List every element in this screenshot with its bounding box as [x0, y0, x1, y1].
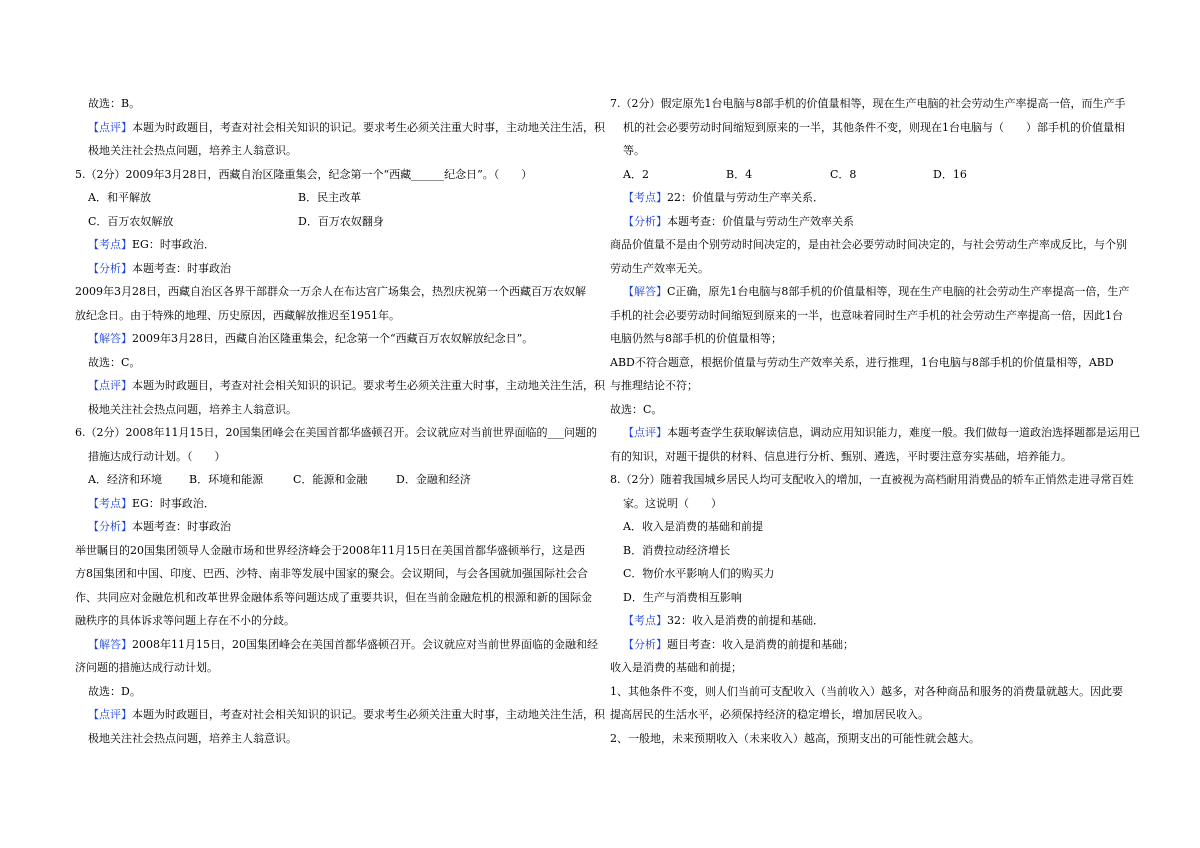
kaodian-text: EG：时事政治．	[132, 238, 215, 251]
fenxi-line	[610, 633, 1140, 657]
question-5-options-row2	[75, 210, 595, 234]
question-7-stem: 7.（2分）假定原先1台电脑与8部手机的价值量相等，现在生产电脑的社会劳动生产率提高一倍，而生产手	[610, 97, 1126, 110]
analysis-line: 2、一般地，未来预期收入（未来收入）越高，预期支出的可能性就会越大。	[610, 731, 980, 745]
jieda-line: ABD不符合题意，根据价值量与劳动生产效率关系，进行推理，1台电脑与8部手机的价值量相等，ABD	[610, 355, 1114, 369]
option-a: A．2	[623, 167, 649, 181]
kaodian-line	[75, 492, 595, 516]
option-c: C．物价水平影响人们的购买力	[623, 567, 775, 580]
question-7-stem-cont: 机的社会必要劳动时间缩短到原来的一半，其他条件不变，则现在1台电脑与（ ）部手机的价值量相	[623, 120, 1125, 134]
option-b: B．环境和能源	[189, 473, 264, 486]
comment-text: 本题为时政题目，考查对社会相关知识的识记。要求考生必须关注重大时事，主动地关注生活，积	[132, 379, 605, 392]
analysis-line: 2009年3月28日，西藏自治区各界干部群众一万余人在布达宫广场集会，热烈庆祝第一个西藏百万农奴解	[75, 285, 586, 298]
fenxi-text: 本题考查：时事政治	[132, 261, 231, 275]
analysis-line: 作、共同应对金融危机和改革世界金融体系等问题达成了重要共识，但在当前金融危机的根源和新的国际金	[75, 590, 592, 604]
kaodian-text: EG：时事政治．	[132, 496, 215, 510]
comment-tag: 【点评】	[88, 708, 132, 721]
fenxi-tag: 【分析】	[623, 214, 667, 228]
analysis-line: 收入是消费的基础和前提；	[610, 661, 742, 674]
fenxi-line	[75, 515, 595, 539]
option-a: A．经济和环境	[88, 473, 162, 486]
kaodian-text: 32：收入是消费的前提和基础．	[667, 614, 824, 627]
jieda-text: 2009年3月28日，西藏自治区隆重集会，纪念第一个“西藏百万农奴解放纪念日”。	[132, 332, 534, 345]
comment-tag: 【点评】	[88, 120, 132, 134]
jieda-tag: 【解答】	[88, 332, 132, 345]
analysis-line: 举世瞩目的20国集团领导人金融市场和世界经济峰会于2008年11月15日在美国首都华盛顿举行，这是西	[75, 543, 585, 557]
left-column	[75, 92, 605, 750]
option-c: C．百万农奴解放	[88, 214, 174, 228]
comment-tag: 【点评】	[88, 379, 132, 392]
jieda-tag: 【解答】	[623, 285, 667, 298]
fenxi-text: 本题考查：时事政治	[132, 520, 231, 533]
option-a: A．收入是消费的基础和前提	[623, 520, 763, 533]
comment-line	[75, 703, 605, 727]
jieda-line: 手机的社会必要劳动时间缩短到原来的一半，也意味着同时生产手机的社会劳动生产率提高一倍，因此1台	[610, 308, 1123, 322]
comment-line	[610, 421, 1140, 445]
comment-tag: 【点评】	[623, 426, 667, 439]
comment-line: 极地关注社会热点问题，培养主人翁意识。	[88, 402, 297, 416]
option-b: B．民主改革	[298, 191, 362, 204]
comment-line	[75, 374, 605, 398]
comment-line: 极地关注社会热点问题，培养主人翁意识。	[88, 731, 297, 745]
option-b: B．消费拉动经济增长	[623, 543, 731, 557]
analysis-line: 提高居民的生活水平，必须保持经济的稳定增长，增加居民收入。	[610, 708, 929, 721]
comment-text: 本题为时政题目，考查对社会相关知识的识记。要求考生必须关注重大时事，主动地关注生活，积	[132, 120, 605, 134]
question-6-options	[75, 468, 595, 492]
kaodian-line	[610, 186, 1140, 210]
question-5-options-row1	[75, 186, 595, 210]
option-b: B．4	[726, 167, 753, 181]
jieda-line	[610, 280, 1140, 304]
question-6-stem: 6.（2分）2008年11月15日，20国集团峰会在美国首都华盛顿召开。会议就应对当前世界面临的___问题的	[75, 426, 597, 439]
question-8-stem: 8.（2分）随着我国城乡居民人均可支配收入的增加，一直被视为高档耐用消费品的轿车正悄然走进寻常百姓	[610, 473, 1134, 486]
option-a: A．和平解放	[88, 191, 151, 204]
kaodian-text: 22：价值量与劳动生产率关系．	[667, 191, 824, 204]
kaodian-tag: 【考点】	[623, 614, 667, 627]
answer-line: 故选：C。	[610, 402, 663, 416]
comment-line: 极地关注社会热点问题，培养主人翁意识。	[88, 144, 297, 157]
answer-line: 故选：D。	[88, 684, 141, 698]
answer-line: 故选：C。	[88, 355, 141, 369]
jieda-line	[75, 327, 595, 351]
kaodian-tag: 【考点】	[88, 496, 132, 510]
question-7-stem-cont: 等。	[623, 144, 645, 157]
jieda-line	[75, 633, 598, 657]
fenxi-text: 题目考查：收入是消费的前提和基础；	[667, 637, 854, 651]
jieda-line: 济问题的措施达成行动计划。	[75, 661, 218, 674]
question-8-stem-cont: 家。这说明（ ）	[623, 496, 722, 510]
analysis-line: 1、其他条件不变，则人们当前可支配收入（当前收入）越多，对各种商品和服务的消费量就越大。因此要	[610, 684, 1123, 698]
option-d: D．百万农奴翻身	[298, 214, 384, 228]
option-c: C．能源和金融	[293, 473, 368, 486]
kaodian-tag: 【考点】	[88, 238, 132, 251]
right-column	[610, 92, 1140, 750]
fenxi-tag: 【分析】	[88, 520, 132, 533]
jieda-line: 电脑仍然与8部手机的价值量相等；	[610, 332, 782, 345]
comment-text: 本题考查学生获取解读信息，调动应用知识能力，难度一般。我们做每一道政治选择题都是运用已	[667, 426, 1140, 439]
jieda-line: 与推理结论不符；	[610, 379, 698, 392]
jieda-text: C正确，原先1台电脑与8部手机的价值量相等，现在生产电脑的社会劳动生产率提高一倍，生产	[667, 285, 1130, 298]
option-d: D．16	[933, 167, 967, 181]
fenxi-text: 本题考查：价值量与劳动生产效率关系	[667, 214, 854, 228]
option-d: D．金融和经济	[396, 473, 471, 486]
kaodian-line	[75, 233, 595, 257]
kaodian-line	[610, 609, 1140, 633]
analysis-line: 方8国集团和中国、印度、巴西、沙特、南非等发展中国家的聚会。会议期间，与会各国就加强国际社会合	[75, 567, 588, 580]
option-d: D．生产与消费相互影响	[623, 590, 742, 604]
analysis-line: 融秩序的具体诉求等问题上存在不小的分歧。	[75, 614, 295, 627]
analysis-line: 商品价值量不是由个别劳动时间决定的，是由社会必要劳动时间决定的，与社会劳动生产率成反比，与个别	[610, 238, 1127, 251]
fenxi-tag: 【分析】	[88, 261, 132, 275]
question-5-stem: 5.（2分）2009年3月28日，西藏自治区隆重集会，纪念第一个“西藏______纪念日”。（ ）	[75, 167, 533, 181]
option-c: C．8	[830, 167, 857, 181]
question-7-options	[610, 163, 1140, 187]
jieda-text: 2008年11月15日，20国集团峰会在美国首都华盛顿召开。会议就应对当前世界面临的金融和经	[132, 637, 598, 651]
answer-line: 故选：B。	[88, 97, 141, 110]
jieda-tag: 【解答】	[88, 637, 132, 651]
question-6-stem-cont: 措施达成行动计划。（ ）	[88, 449, 226, 463]
kaodian-tag: 【考点】	[623, 191, 667, 204]
fenxi-tag: 【分析】	[623, 637, 667, 651]
comment-text: 本题为时政题目，考查对社会相关知识的识记。要求考生必须关注重大时事，主动地关注生活，积	[132, 708, 605, 721]
analysis-line: 放纪念日。由于特殊的地理、历史原因，西藏解放推迟至1951年。	[75, 308, 400, 322]
comment-line: 有的知识，对题干提供的材料、信息进行分析、甄别、遴选，平时要注意夯实基础，培养能力。	[610, 449, 1072, 463]
fenxi-line	[75, 257, 595, 281]
fenxi-line	[610, 210, 1140, 234]
comment-line	[75, 116, 605, 140]
analysis-line: 劳动生产效率无关。	[610, 261, 709, 275]
